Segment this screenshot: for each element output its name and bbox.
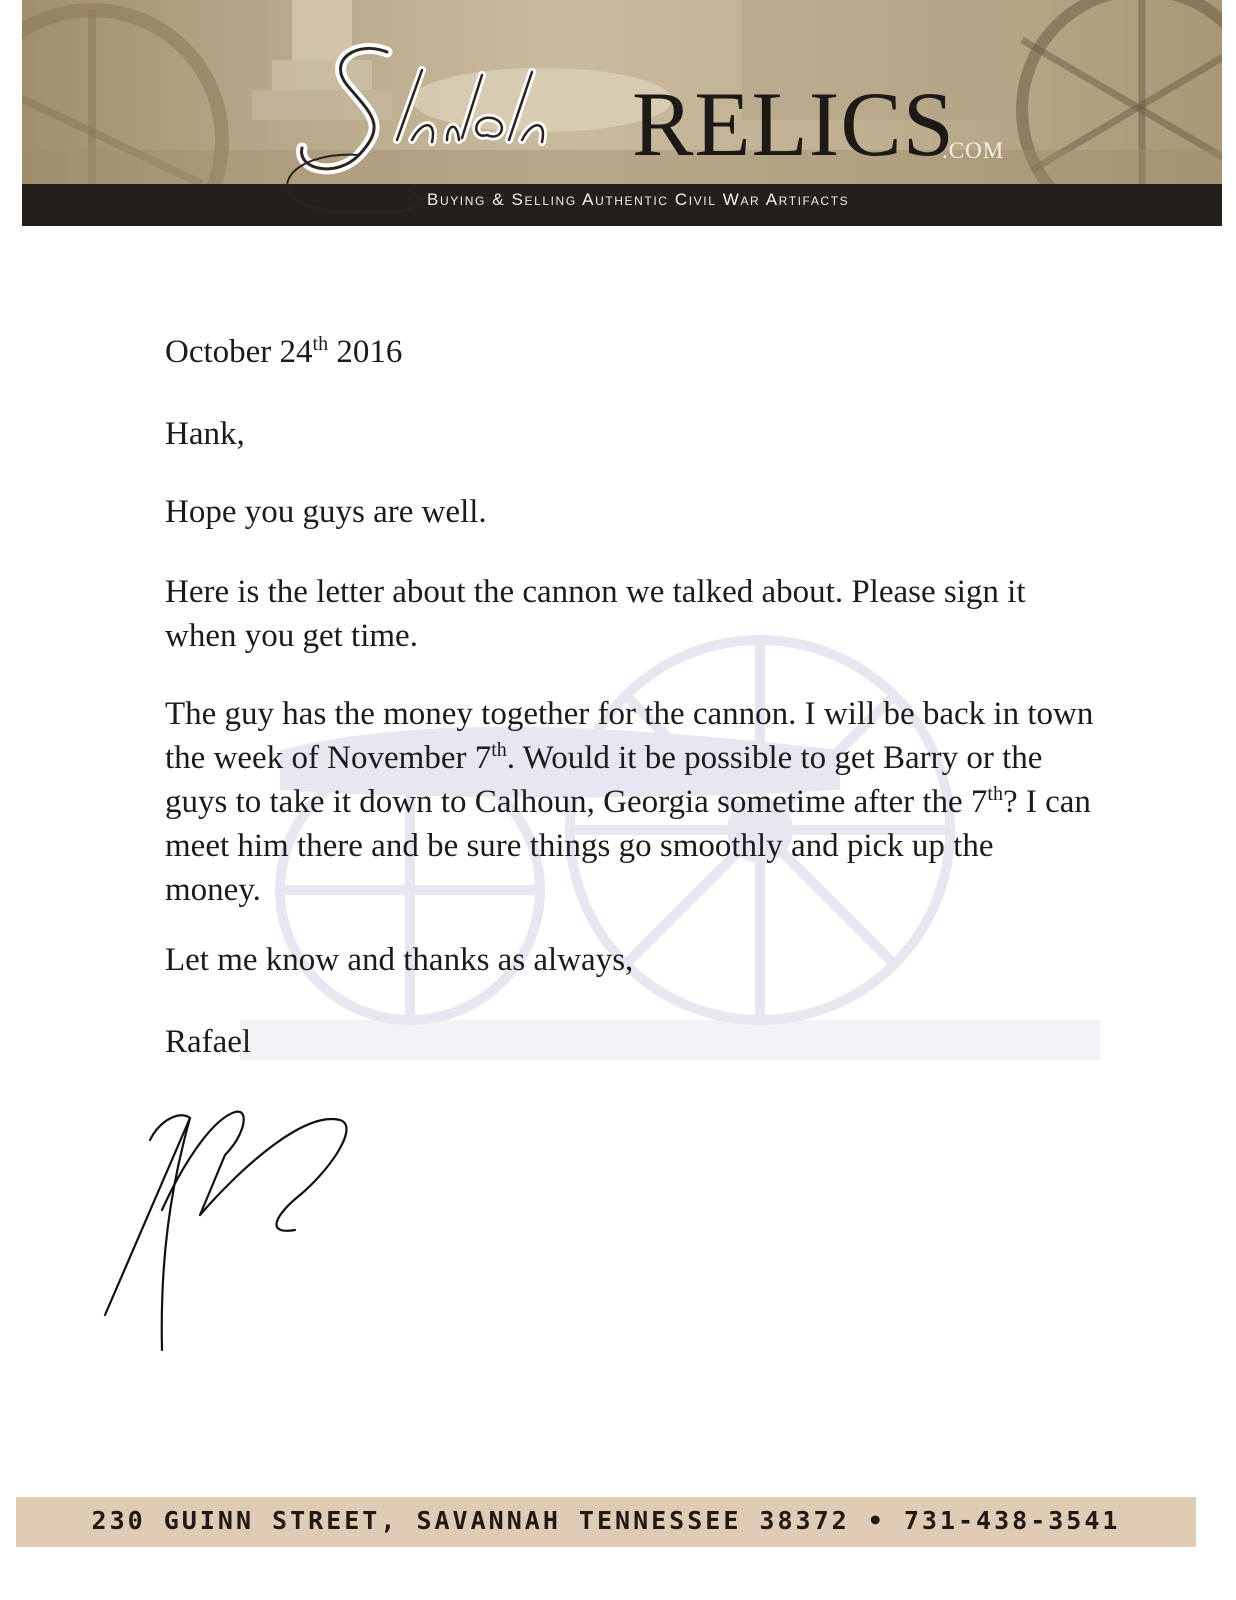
letter-paragraph-2: Here is the letter about the cannon we talked about. Please sign it when you get time. [165,574,1026,654]
footer-address: 230 GUINN STREET, SAVANNAH TENNESSEE 38372 • 731-438-3541 [91,1506,1121,1535]
letter-closing: Let me know and thanks as always, [165,942,634,978]
letter-paragraph-1: Hope you guys are well. [165,494,487,530]
letterhead-tagline: Buying & Selling Authentic Civil War Artifacts [427,190,850,209]
handwritten-signature [100,1100,360,1360]
letter-signer-name: Rafael [165,1024,252,1060]
letterhead-footer [16,1497,1196,1547]
letter-date: October 24th 2016 [165,333,403,370]
letterhead [22,0,1222,226]
relics-wordmark: RELICS [632,73,955,175]
letter-salutation: Hank, [165,416,245,452]
letter-paragraph-3: The guy has the money together for the cannon. I will be back in town the week of November 7th. Would it be possible to get Barry or the guys to take it down to Calhoun, Georgia sometime after the 7th? I can meet him there and be sure things go smoothly and pick up the money. [165,696,1094,908]
logo-domain: .COM [942,138,1005,163]
